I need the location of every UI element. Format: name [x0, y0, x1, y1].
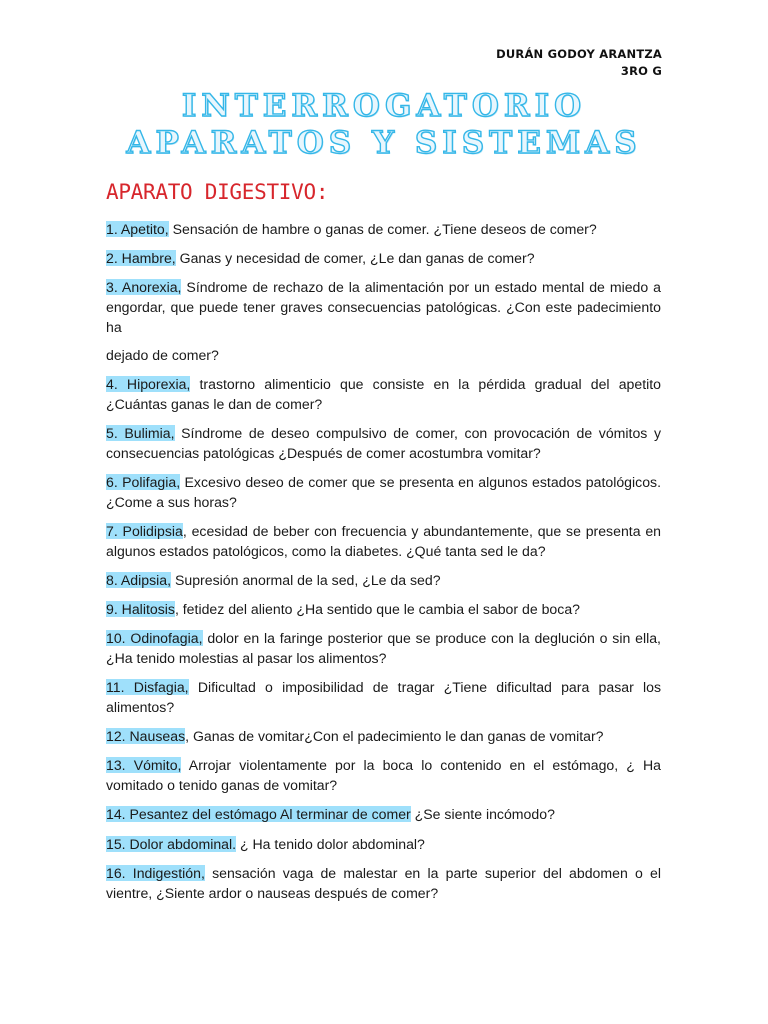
item-text: sensación vaga de malestar en la parte superior del abdomen o el vientre, ¿Siente ardor o nauseas después de comer?	[106, 864, 661, 901]
author-group: 3RO G	[620, 64, 662, 78]
item-term: 15. Dolor abdominal.	[106, 835, 237, 852]
item-term: 3. Anorexia,	[106, 279, 182, 296]
list-item	[106, 375, 661, 415]
item-text: dolor en la faringe posterior que se produce con la deglución o sin ella, ¿Ha tenido molestias al pasar los alimentos?	[106, 630, 661, 667]
item-text: Supresión anormal de la sed, ¿Le da sed?	[171, 571, 441, 588]
list-item	[106, 756, 661, 796]
list-item	[106, 278, 661, 337]
list-item	[106, 424, 661, 464]
item-text: Arrojar violentamente por la boca lo contenido en el estómago, ¿ Ha vomitado o tenido ganas de vomitar?	[106, 757, 661, 794]
list-item-continuation	[106, 346, 661, 366]
item-term: 1. Apetito,	[106, 221, 169, 237]
item-term: 2. Hambre,	[106, 250, 176, 267]
item-term: 9. Halitosis	[106, 601, 175, 618]
item-term: 6. Polifagia,	[106, 473, 181, 490]
item-term: 5. Bulimia,	[106, 424, 175, 441]
title-line-2: APARATOS Y SISTEMAS	[126, 125, 642, 161]
item-term: 7. Polidipsia	[106, 522, 183, 539]
list-item	[106, 571, 661, 591]
item-text: Excesivo deseo de comer que se presenta en algunos estados patológicos. ¿Come a sus horas?	[106, 473, 662, 510]
item-text: trastorno alimenticio que consiste en la pérdida gradual del apetito ¿Cuántas ganas le dan de comer?	[106, 375, 662, 412]
list-item	[106, 864, 661, 904]
author-name: DURÁN GODOY ARANTZA	[496, 47, 662, 61]
title-line-1: INTERROGATORIO	[181, 88, 587, 124]
item-text: , ecesidad de beber con frecuencia y abundantemente, que se presenta en algunos estados patológicos, como la diabetes. ¿Qué tanta sed le da?	[106, 522, 661, 559]
item-text: Síndrome de deseo compulsivo de comer, con provocación de vómitos y consecuencias patológicas ¿Después de comer acostumbra vomitar?	[106, 424, 662, 461]
section-heading: APARATO DIGESTIVO:	[106, 180, 329, 204]
list-item	[106, 835, 661, 855]
item-text: ¿Se siente incómodo?	[410, 806, 555, 823]
item-term: 14. Pesantez del estómago Al terminar de comer	[106, 806, 411, 823]
list-item	[106, 678, 661, 718]
item-text: ¿ Ha tenido dolor abdominal?	[236, 835, 425, 852]
item-term: 8. Adipsia,	[106, 571, 172, 588]
list-item	[106, 629, 661, 669]
list-item	[106, 522, 661, 562]
list-item	[106, 600, 661, 620]
list-item	[106, 249, 661, 269]
question-list	[106, 220, 661, 913]
list-item	[106, 805, 661, 825]
item-text: Síndrome de rechazo de la alimentación por un estado mental de miedo a engordar, que puede tener graves consecuencias patológicas. ¿Con este padecimiento ha	[106, 279, 661, 335]
item-term: 12. Nauseas	[106, 728, 186, 745]
item-text: , Ganas de vomitar¿Con el padecimiento le dan ganas de vomitar?	[185, 728, 604, 745]
item-text: dejado de comer?	[106, 346, 219, 363]
list-item	[106, 727, 661, 747]
item-text: Dificultad o imposibilidad de tragar ¿Tiene dificultad para pasar los alimentos?	[106, 679, 662, 716]
list-item	[106, 220, 661, 240]
item-term: 11. Disfagia,	[106, 679, 189, 696]
item-term: 4. Hiporexia,	[106, 375, 191, 392]
list-item	[106, 473, 661, 513]
item-term: 10. Odinofagia,	[106, 630, 203, 647]
item-text: Sensación de hambre o ganas de comer. ¿Tiene deseos de comer?	[168, 221, 597, 237]
document-title	[0, 88, 768, 162]
author-block	[496, 46, 662, 80]
item-term: 13. Vómito,	[106, 757, 182, 774]
item-term: 16. Indigestión,	[106, 864, 205, 881]
item-text: , fetidez del aliento ¿Ha sentido que le cambia el sabor de boca?	[174, 601, 580, 618]
item-text: Ganas y necesidad de comer, ¿Le dan ganas de comer?	[175, 250, 535, 267]
